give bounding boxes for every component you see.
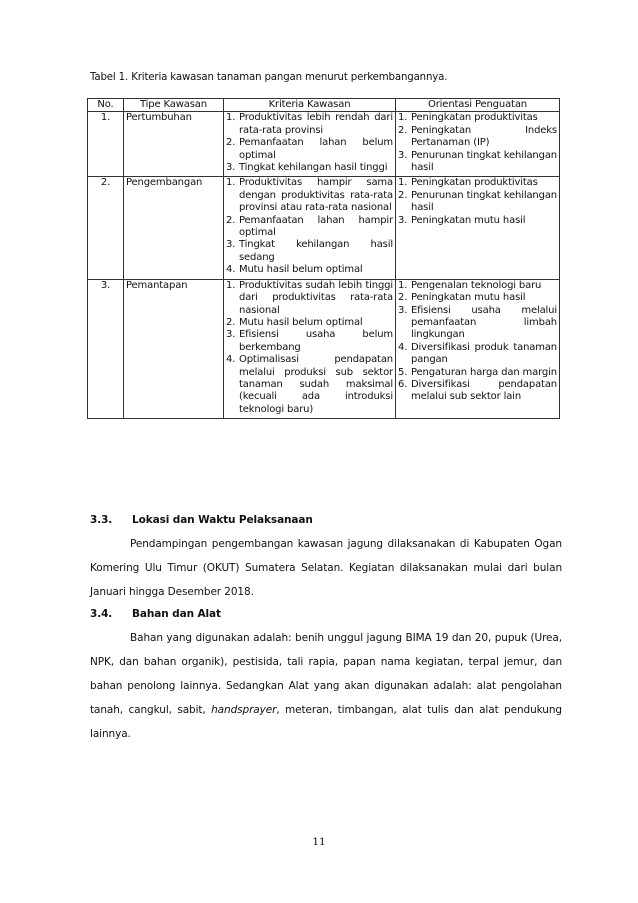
list-item-number: 2. <box>226 214 236 226</box>
paragraph-italic-term: handsprayer <box>211 704 277 716</box>
table-row <box>88 112 560 177</box>
list-item-number: 2. <box>398 189 408 201</box>
list-item-text: Peningkatan Indeks Pertanaman (IP) <box>411 124 557 149</box>
list-item <box>226 317 393 329</box>
list-item-text: Diversifikasi pendapatan melalui sub sektor lain <box>411 378 557 403</box>
paragraph-text-after: , meteran, timbangan, alat tulis dan alat pendukung lainnya. <box>90 704 562 740</box>
cell-no: 1. <box>88 112 124 177</box>
list-item-text: Mutu hasil belum optimal <box>239 316 363 328</box>
list-item-text: Penurunan tingkat kehilangan hasil <box>411 189 557 214</box>
numbered-list <box>226 177 393 276</box>
table-row <box>88 279 560 418</box>
list-item-number: 2. <box>398 124 408 136</box>
list-item-number: 6. <box>398 378 408 390</box>
cell-kriteria-kawasan <box>224 112 396 177</box>
list-item-text: Peningkatan mutu hasil <box>411 214 526 226</box>
list-item <box>226 112 393 137</box>
list-item <box>398 379 557 404</box>
list-item-text: Efisiensi usaha melalui pemanfaatan limbah lingkungan <box>411 304 557 341</box>
list-item <box>226 329 393 354</box>
section-number: 3.4. <box>90 608 113 620</box>
list-item <box>226 162 393 174</box>
section-paragraph <box>90 532 562 604</box>
table-header-row <box>88 99 560 112</box>
list-item-number: 1. <box>226 279 236 291</box>
list-item <box>398 280 557 292</box>
list-item-text: Diversifikasi produk tanaman pangan <box>411 341 557 366</box>
list-item-number: 2. <box>226 137 236 149</box>
header-no: No. <box>88 99 124 112</box>
list-item-number: 2. <box>398 292 408 304</box>
list-item-text: Pengenalan teknologi baru <box>411 279 542 291</box>
header-orientasi-penguatan: Orientasi Penguatan <box>396 99 560 112</box>
list-item-text: Peningkatan mutu hasil <box>411 292 526 304</box>
list-item <box>398 177 557 189</box>
criteria-table <box>87 98 560 419</box>
section-heading <box>90 608 562 620</box>
cell-orientasi-penguatan <box>396 177 560 279</box>
list-item-number: 2. <box>226 316 236 328</box>
list-item-text: Pemanfaatan lahan hampir optimal <box>239 214 393 239</box>
list-item-number: 3. <box>226 162 236 174</box>
list-item-number: 4. <box>398 341 408 353</box>
list-item-text: Produktivitas lebih rendah dari rata-rata provinsi <box>239 112 393 136</box>
cell-orientasi-penguatan <box>396 112 560 177</box>
list-item-text: Pengaturan harga dan margin <box>411 366 557 378</box>
list-item-text: Produktivitas hampir sama dengan produktivitas rata-rata provinsi atau rata-rata nasional <box>239 177 393 214</box>
header-tipe-kawasan: Tipe Kawasan <box>124 99 224 112</box>
list-item-text: Produktivitas sudah lebih tinggi dari produktivitas rata-rata nasional <box>239 279 393 316</box>
list-item <box>226 239 393 264</box>
section-title: Bahan dan Alat <box>132 608 221 620</box>
list-item-number: 3. <box>226 329 236 341</box>
numbered-list <box>226 112 393 174</box>
list-item <box>398 150 557 175</box>
list-item-text: Efisiensi usaha belum berkembang <box>239 329 393 353</box>
cell-tipe-kawasan: Pertumbuhan <box>124 112 224 177</box>
section-number: 3.3. <box>90 514 113 526</box>
list-item <box>398 342 557 367</box>
page-number: 11 <box>312 836 326 848</box>
list-item-number: 1. <box>226 177 236 189</box>
cell-tipe-kawasan: Pengembangan <box>124 177 224 279</box>
list-item-number: 1. <box>398 177 408 189</box>
list-item-number: 3. <box>226 239 236 251</box>
list-item <box>398 190 557 215</box>
list-item <box>398 125 557 150</box>
section-heading <box>90 514 562 526</box>
list-item <box>226 137 393 162</box>
list-item <box>226 264 393 276</box>
list-item <box>398 112 557 124</box>
list-item-text: Mutu hasil belum optimal <box>239 264 363 276</box>
list-item-number: 4. <box>226 354 236 366</box>
paragraph-text: Pendampingan pengembangan kawasan jagung dilaksanakan di Kabupaten Ogan Komering Ulu Timur (OKUT) Sumatera Selatan. Kegiatan dilaksanakan mulai dari bulan Januari hingga Desember 2018. <box>90 538 562 598</box>
cell-tipe-kawasan: Pemantapan <box>124 279 224 418</box>
list-item-number: 3. <box>398 214 408 226</box>
numbered-list <box>226 280 393 416</box>
list-item <box>226 280 393 317</box>
cell-no: 3. <box>88 279 124 418</box>
list-item-number: 5. <box>398 366 408 378</box>
list-item <box>398 305 557 342</box>
list-item-number: 3. <box>398 304 408 316</box>
table-row <box>88 177 560 279</box>
list-item <box>226 215 393 240</box>
section-paragraph <box>90 626 562 746</box>
list-item <box>226 354 393 416</box>
numbered-list <box>398 177 557 227</box>
list-item <box>226 177 393 214</box>
list-item-number: 3. <box>398 149 408 161</box>
list-item-number: 1. <box>398 279 408 291</box>
list-item-number: 1. <box>398 112 408 124</box>
section-lokasi-waktu <box>90 514 562 604</box>
list-item-text: Optimalisasi pendapatan melalui produksi sub sektor tanaman sudah maksimal (kecuali ada introduksi teknologi baru) <box>239 354 393 415</box>
table-caption: Tabel 1. Kriteria kawasan tanaman pangan menurut perkembangannya. <box>90 72 448 83</box>
paragraph-text-before: Bahan yang digunakan adalah: benih unggul jagung BIMA 19 dan 20, pupuk (Urea, NPK, dan bahan organik), pestisida, tali rapia, papan nama kegiatan, terpal jemur, dan bahan penolong lainnya. Sedangkan Alat yang akan digunakan adalah: alat pengolahan tanah, cangkul, sabit, <box>90 632 562 716</box>
section-bahan-alat <box>90 608 562 746</box>
section-title: Lokasi dan Waktu Pelaksanaan <box>132 514 313 526</box>
list-item-number: 4. <box>226 264 236 276</box>
list-item-text: Tingkat kehilangan hasil tinggi <box>239 162 388 174</box>
numbered-list <box>398 112 557 174</box>
list-item <box>398 367 557 379</box>
cell-kriteria-kawasan <box>224 177 396 279</box>
list-item <box>398 292 557 304</box>
cell-orientasi-penguatan <box>396 279 560 418</box>
list-item-text: Pemanfaatan lahan belum optimal <box>239 137 393 161</box>
cell-no: 2. <box>88 177 124 279</box>
list-item-text: Tingkat kehilangan hasil sedang <box>239 239 393 263</box>
header-kriteria-kawasan: Kriteria Kawasan <box>224 99 396 112</box>
list-item-text: Penurunan tingkat kehilangan hasil <box>411 149 557 174</box>
cell-kriteria-kawasan <box>224 279 396 418</box>
numbered-list <box>398 280 557 404</box>
list-item <box>398 215 557 227</box>
list-item-text: Peningkatan produktivitas <box>411 112 538 124</box>
list-item-text: Peningkatan produktivitas <box>411 177 538 189</box>
list-item-number: 1. <box>226 112 236 124</box>
